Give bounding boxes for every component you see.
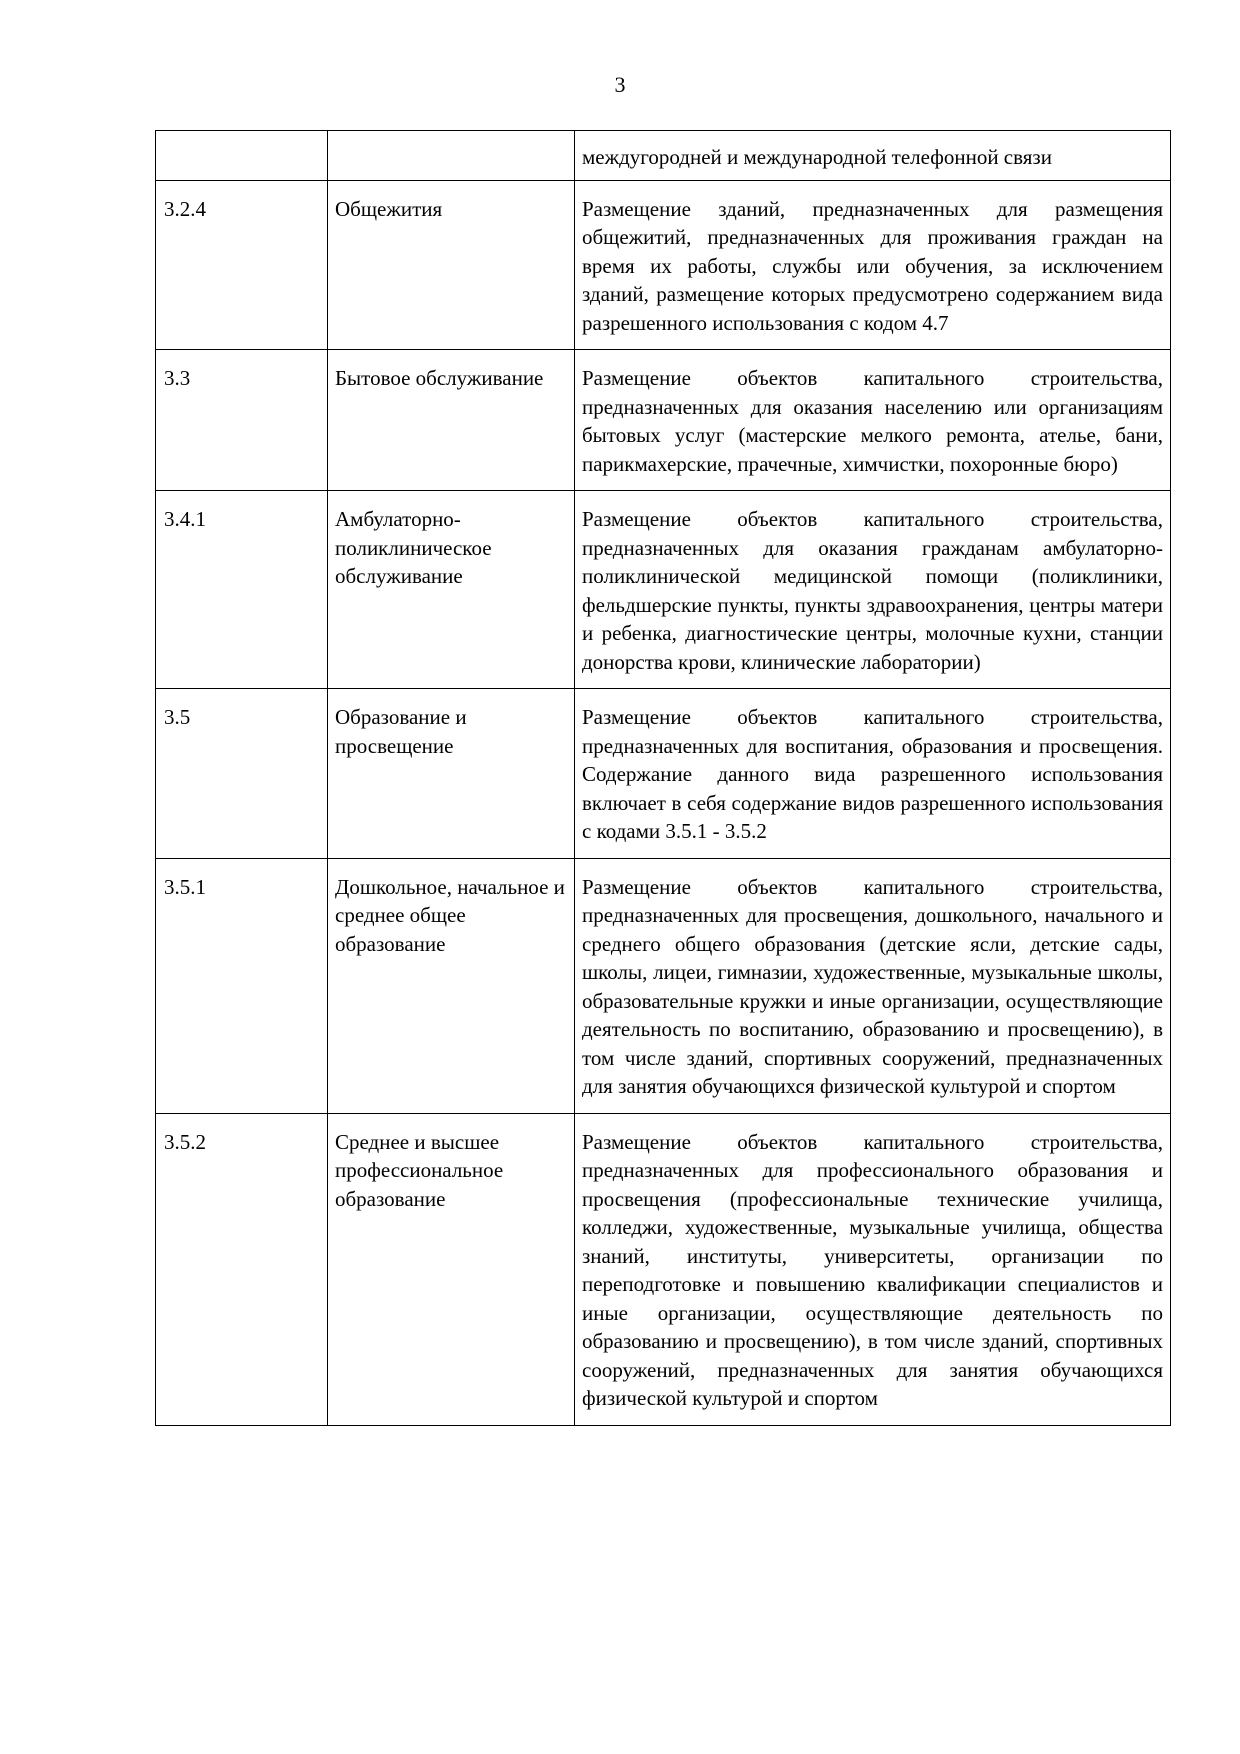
name-cell: Среднее и высшее профессиональное образование	[328, 1113, 575, 1425]
name-cell: Образование и просвещение	[328, 689, 575, 859]
code-cell: 3.5.1	[156, 858, 328, 1113]
table-row	[156, 491, 1171, 689]
table-row	[156, 350, 1171, 491]
description-cell: Размещение объектов капитального строительства, предназначенных для оказания населению или организациям бытовых услуг (мастерские мелкого ремонта, ателье, бани, парикмахерские, прачечные, химчистки, похоронные бюро)	[575, 350, 1171, 491]
description-cell: междугородней и международной телефонной связи	[575, 131, 1171, 181]
code-cell	[156, 131, 328, 181]
description-cell: Размещение объектов капитального строительства, предназначенных для просвещения, дошкольного, начального и среднего общего образования (детские ясли, детские сады, школы, лицеи, гимназии, художественные, музыкальные школы, образовательные кружки и иные организации, осуществляющие деятельность по воспитанию, образованию и просвещению), в том числе зданий, спортивных сооружений, предназначенных для занятия обучающихся физической культурой и спортом	[575, 858, 1171, 1113]
name-cell: Бытовое обслуживание	[328, 350, 575, 491]
table-row	[156, 180, 1171, 350]
description-cell: Размещение объектов капитального строительства, предназначенных для оказания гражданам амбулаторно-поликлинической медицинской помощи (поликлиники, фельдшерские пункты, пункты здравоохранения, центры матери и ребенка, диагностические центры, молочные кухни, станции донорства крови, клинические лаборатории)	[575, 491, 1171, 689]
land-use-table	[155, 130, 1171, 1426]
table-row	[156, 689, 1171, 859]
page-number: 3	[614, 72, 626, 97]
table-row	[156, 1113, 1171, 1425]
description-cell: Размещение объектов капитального строительства, предназначенных для воспитания, образования и просвещения. Содержание данного вида разрешенного использования включает в себя содержание видов разрешенного использования с кодами 3.5.1 - 3.5.2	[575, 689, 1171, 859]
description-cell: Размещение объектов капитального строительства, предназначенных для профессионального образования и просвещения (профессиональные технические училища, колледжи, художественные, музыкальные училища, общества знаний, институты, университеты, организации по переподготовке и повышению квалификации специалистов и иные организации, осуществляющие деятельность по образованию и просвещению), в том числе зданий, спортивных сооружений, предназначенных для занятия обучающихся физической культурой и спортом	[575, 1113, 1171, 1425]
code-cell: 3.3	[156, 350, 328, 491]
code-cell: 3.5	[156, 689, 328, 859]
table-row	[156, 131, 1171, 181]
name-cell: Дошкольное, начальное и среднее общее образование	[328, 858, 575, 1113]
table-row	[156, 858, 1171, 1113]
name-cell: Амбулаторно-поликлиническое обслуживание	[328, 491, 575, 689]
description-cell: Размещение зданий, предназначенных для размещения общежитий, предназначенных для проживания граждан на время их работы, службы или обучения, за исключением зданий, размещение которых предусмотрено содержанием вида разрешенного использования с кодом 4.7	[575, 180, 1171, 350]
code-cell: 3.5.2	[156, 1113, 328, 1425]
code-cell: 3.4.1	[156, 491, 328, 689]
name-cell: Общежития	[328, 180, 575, 350]
name-cell	[328, 131, 575, 181]
code-cell: 3.2.4	[156, 180, 328, 350]
